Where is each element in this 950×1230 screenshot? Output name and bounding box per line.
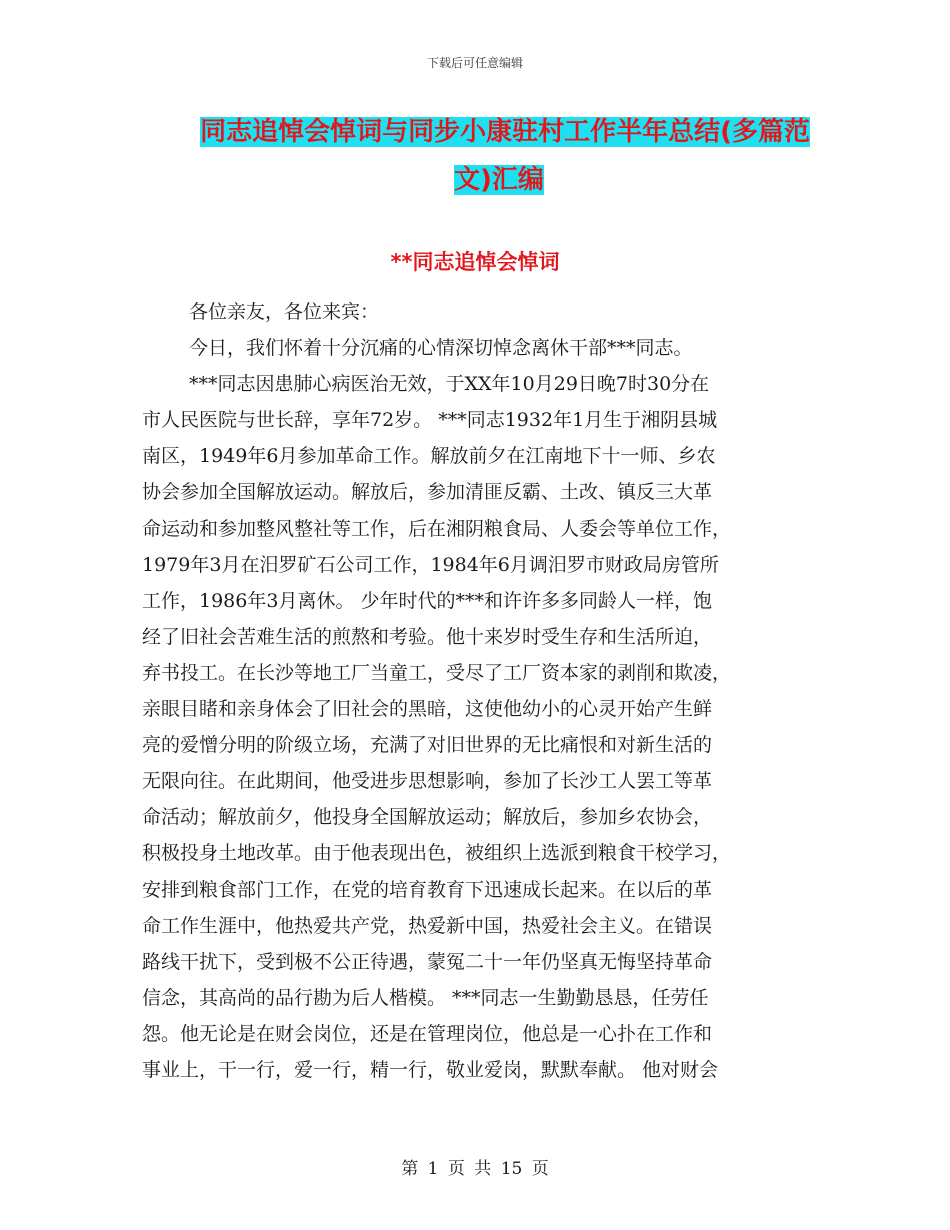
body-line: 安排到粮食部门工作，在党的培育教育下迅速成长起来。在以后的革 <box>142 878 713 901</box>
body-line: 命工作生涯中，他热爱共产党，热爱新中国，热爱社会主义。在错误 <box>142 914 713 937</box>
body-line: 今日，我们怀着十分沉痛的心情深切悼念离休干部***同志。 <box>189 337 693 360</box>
section-title: **同志追悼会悼词 <box>390 250 560 274</box>
document-title <box>140 108 810 204</box>
document-title-line-2: 文)汇编 <box>454 165 544 195</box>
body-line: 工作，1986年3月离休。 少年时代的***和许许多多同龄人一样，饱 <box>142 589 712 612</box>
body-line: 怨。他无论是在财会岗位，还是在管理岗位，他总是一心扑在工作和 <box>142 1022 713 1045</box>
body-line: 南区，1949年6月参加革命工作。解放前夕在江南地下十一师、乡农 <box>142 445 716 468</box>
body-line: ***同志因患肺心病医治无效，于XX年10月29日晚7时30分在 <box>189 373 710 396</box>
body-line: 1979年3月在汨罗矿石公司工作，1984年6月调汨罗市财政局房管所 <box>142 553 719 576</box>
body-line: 信念，其高尚的品行勘为后人楷模。 ***同志一生勤勤恳恳，任劳任 <box>142 986 709 1009</box>
body-line: 各位亲友，各位来宾： <box>189 301 380 323</box>
body-line: 积极投身土地改革。由于他表现出色，被组织上选派到粮食干校学习， <box>142 842 732 865</box>
page-footer: 第 1 页 共 15 页 <box>401 1159 549 1179</box>
body-line: 命活动；解放前夕，他投身全国解放运动；解放后，参加乡农协会， <box>142 806 713 829</box>
body-line: 事业上，干一行，爱一行，精一行，敬业爱岗，默默奉献。 他对财会 <box>142 1058 719 1081</box>
body-line: 亮的爱憎分明的阶级立场，充满了对旧世界的无比痛恨和对新生活的 <box>142 734 713 757</box>
document-title-line-1: 同志追悼会悼词与同步小康驻村工作半年总结(多篇范 <box>200 117 810 147</box>
body-line: 协会参加全国解放运动。解放后，参加清匪反霸、土改、镇反三大革 <box>142 481 713 504</box>
body-line: 经了旧社会苦难生活的煎熬和考验。他十来岁时受生存和生活所迫， <box>142 625 713 648</box>
body-line: 命运动和参加整风整社等工作，后在湘阴粮食局、人委会等单位工作， <box>142 517 732 540</box>
body-line: 无限向往。在此期间，他受进步思想影响，参加了长沙工人罢工等革 <box>142 770 713 793</box>
body-line: 弃书投工。在长沙等地工厂当童工，受尽了工厂资本家的剥削和欺凌， <box>142 661 732 684</box>
body-line: 亲眼目睹和亲身体会了旧社会的黑暗，这使他幼小的心灵开始产生鲜 <box>142 698 713 721</box>
body-line: 路线干扰下，受到极不公正待遇，蒙冤二十一年仍坚真无悔坚持革命 <box>142 950 713 973</box>
page-header-note: 下载后可任意编辑 <box>426 56 523 70</box>
body-line: 市人民医院与世长辞，享年72岁。 ***同志1932年1月生于湘阴县城 <box>142 409 718 432</box>
document-body <box>142 294 812 1088</box>
